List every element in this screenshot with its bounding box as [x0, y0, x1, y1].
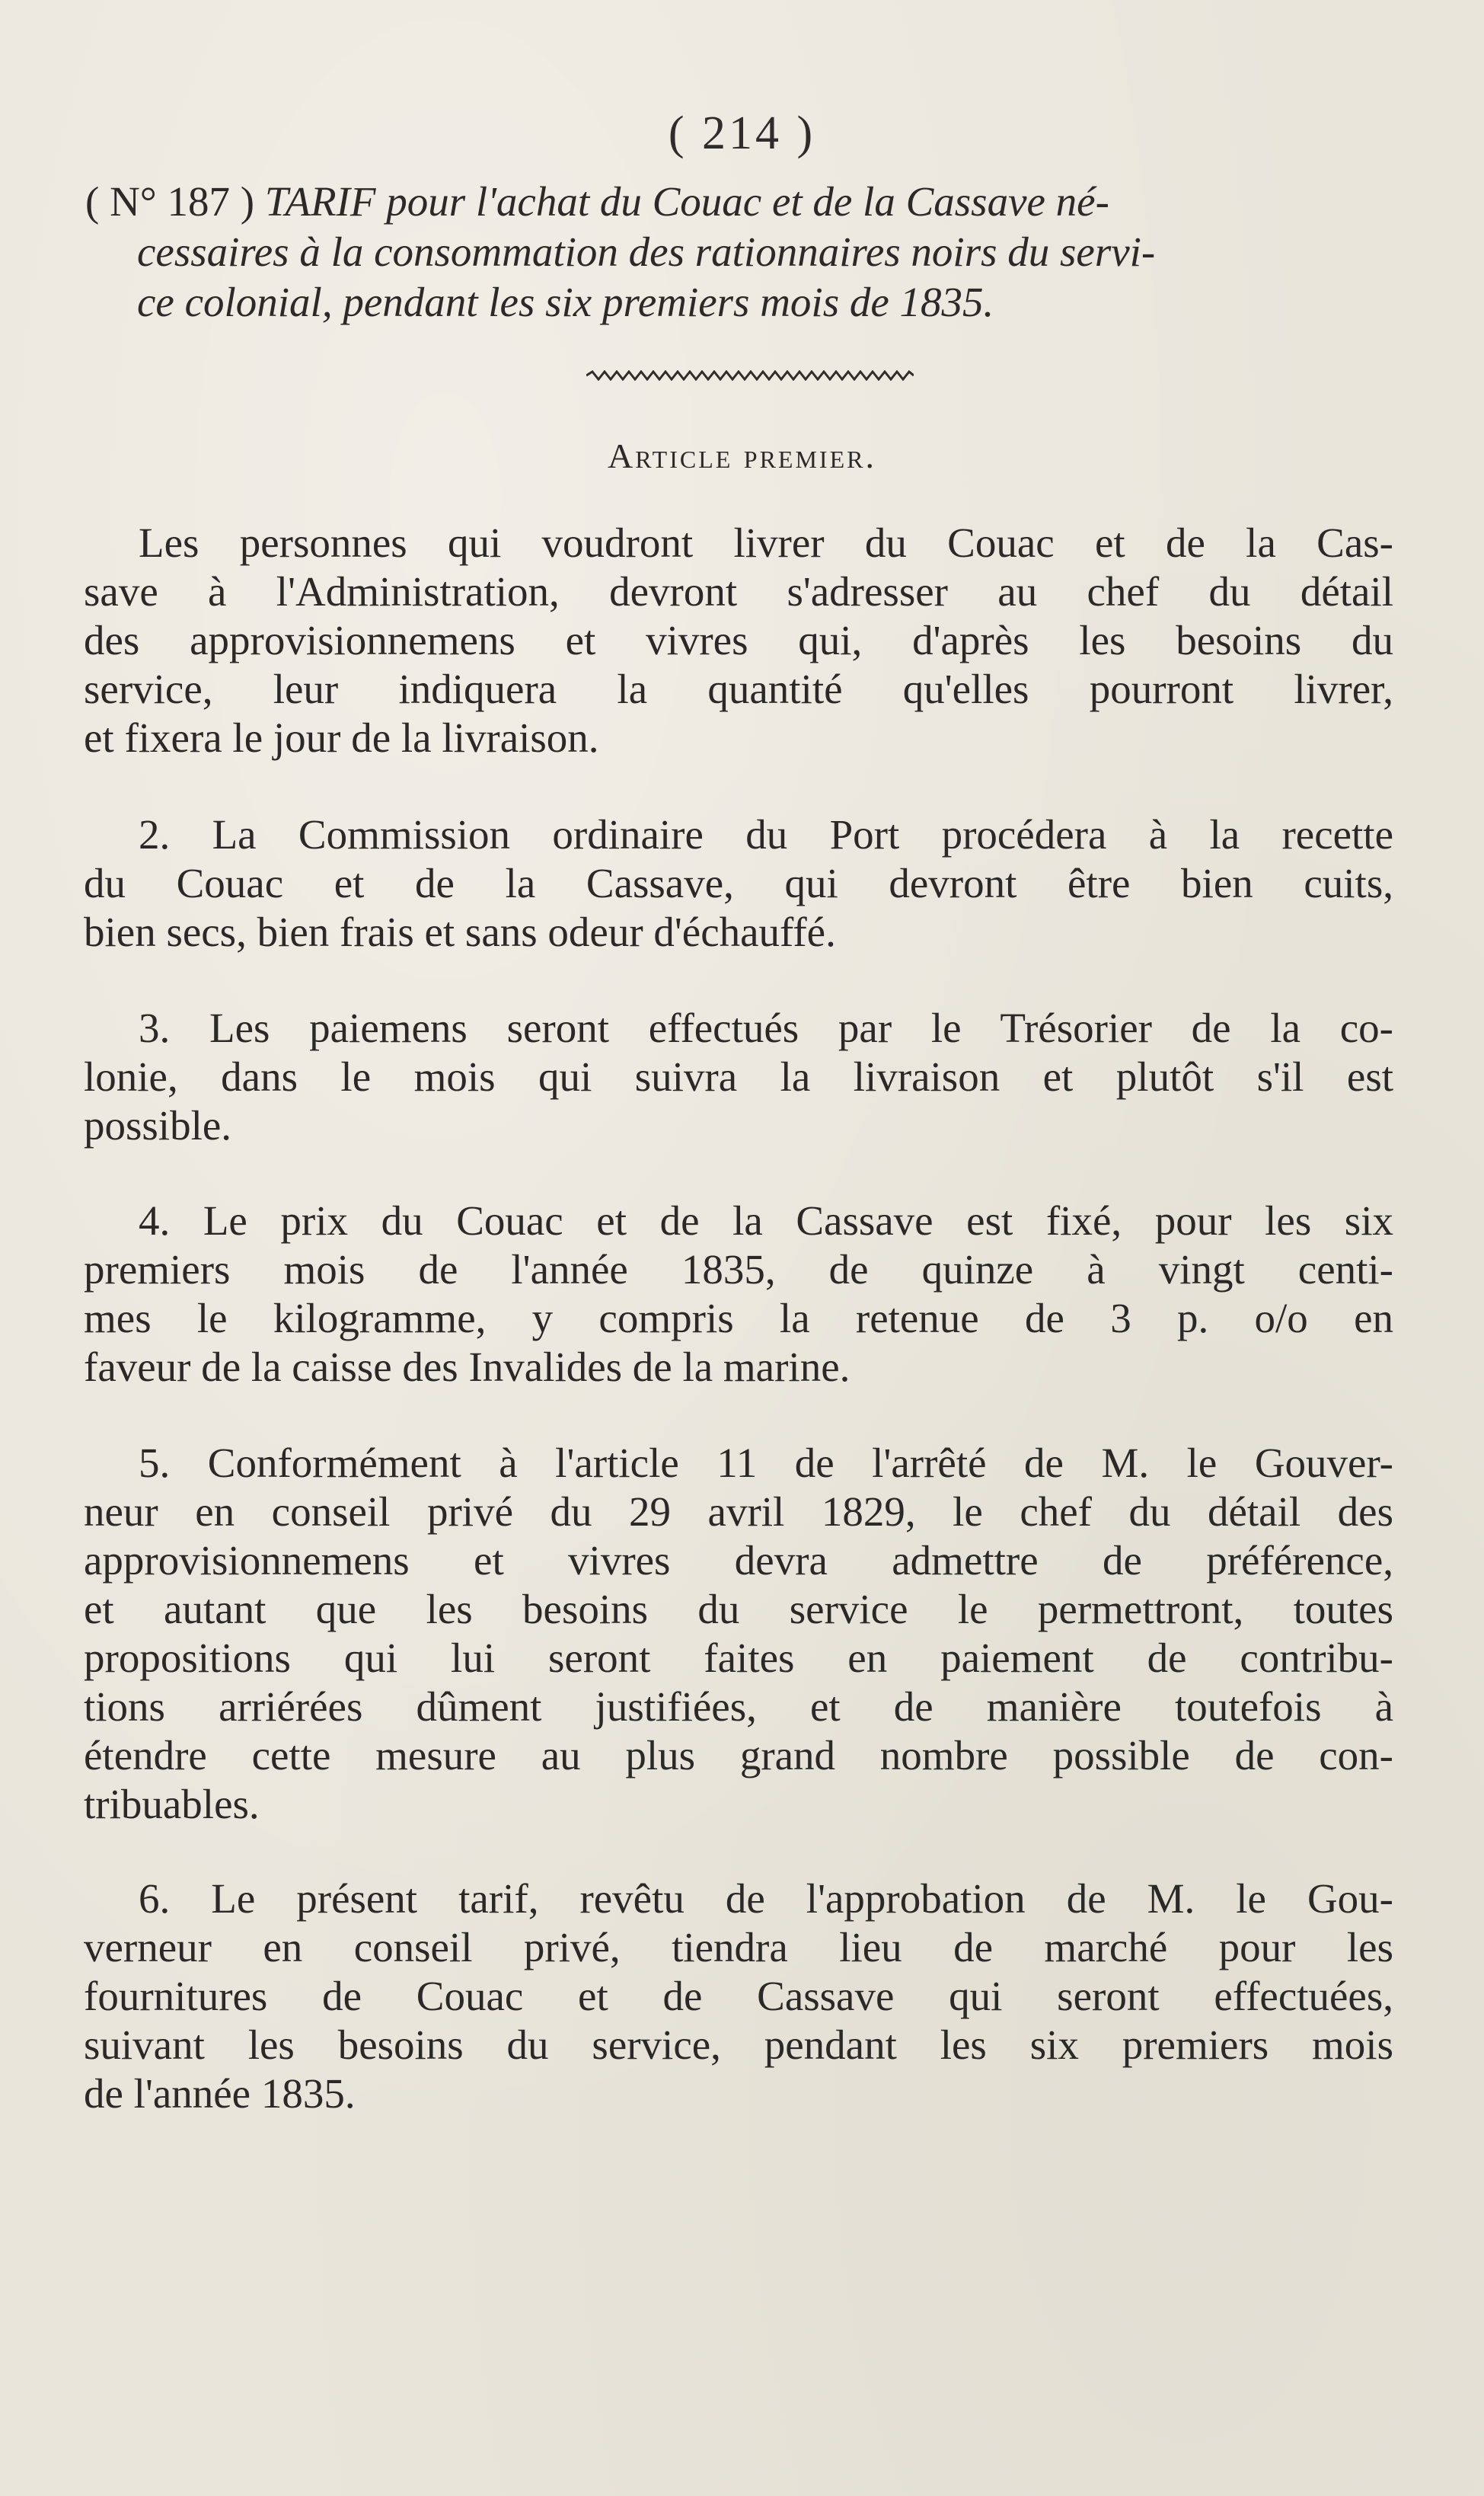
title-line-3: ce colonial, pendant les six premiers mois de 1835. — [137, 279, 994, 325]
paragraph-line: étendre cette mesure au plus grand nombre possible de con- — [84, 1732, 1393, 1779]
paragraph-line: mes le kilogramme, y compris la retenue de 3 p. o/o en — [84, 1295, 1393, 1341]
paragraph-line: 5. Conformément à l'article 11 de l'arrêté de M. le Gouver- — [139, 1440, 1393, 1486]
article-heading: Article premier. — [608, 436, 876, 475]
paragraph-line: bien secs, bien frais et sans odeur d'échauffé. — [84, 909, 836, 955]
paragraph-line: de l'année 1835. — [84, 2070, 356, 2117]
paragraph-line: verneur en conseil privé, tiendra lieu de marché pour les — [84, 1924, 1393, 1970]
paragraph-5 — [84, 1439, 1393, 1829]
paragraph-6 — [84, 1874, 1393, 2118]
paragraph-line: tribuables. — [84, 1781, 260, 1827]
paragraph-line: suivant les besoins du service, pendant les six premiers mois — [84, 2021, 1393, 2068]
paragraph-line: du Couac et de la Cassave, qui devront être bien cuits, — [84, 860, 1393, 906]
paragraph-line: des approvisionnemens et vivres qui, d'après les besoins du — [84, 617, 1393, 663]
paragraph-line: approvisionnemens et vivres devra admettre de préférence, — [84, 1537, 1393, 1584]
paragraph-line: 6. Le présent tarif, revêtu de l'approbation de M. le Gou- — [139, 1875, 1393, 1922]
paragraph-line: et fixera le jour de la livraison. — [84, 714, 599, 761]
paragraph-line: lonie, dans le mois qui suivra la livraison et plutôt s'il est — [84, 1053, 1393, 1100]
ornamental-divider — [586, 370, 914, 381]
paragraph-line: propositions qui lui seront faites en paiement de contribu- — [84, 1635, 1393, 1681]
paragraph-line: 4. Le prix du Couac et de la Cassave est fixé, pour les six — [139, 1197, 1393, 1244]
paragraph-line: neur en conseil privé du 29 avril 1829, le chef du détail des — [84, 1488, 1393, 1535]
paragraph-line: tions arriérées dûment justifiées, et de manière toutefois à — [84, 1683, 1393, 1730]
paragraph-line: fournitures de Couac et de Cassave qui seront effectuées, — [84, 1973, 1393, 2019]
paragraph-line: Les personnes qui voudront livrer du Couac et de la Cas- — [139, 519, 1393, 566]
paragraph-line: et autant que les besoins du service le permettront, toutes — [84, 1586, 1393, 1632]
document-title — [85, 177, 1395, 328]
paragraph-2 — [84, 810, 1393, 957]
title-line-1 — [85, 177, 1395, 227]
paragraph-3 — [84, 1004, 1393, 1150]
paragraph-line: service, leur indiquera la quantité qu'elles pourront livrer, — [84, 666, 1393, 712]
paragraph-line: 3. Les paiemens seront effectués par le Trésorier de la co- — [139, 1005, 1393, 1051]
paragraph-line: faveur de la caisse des Invalides de la marine. — [84, 1344, 851, 1390]
title-text-line-1: TARIF pour l'achat du Couac et de la Cassave né- — [264, 178, 1109, 225]
paragraph-4 — [84, 1197, 1393, 1392]
paragraph-1 — [84, 519, 1393, 762]
paragraph-line: premiers mois de l'année 1835, de quinze à vingt centi- — [84, 1246, 1393, 1293]
paragraph-line: 2. La Commission ordinaire du Port procédera à la recette — [139, 811, 1393, 858]
paragraph-line: save à l'Administration, devront s'adresser au chef du détail — [84, 568, 1393, 615]
title-line-2: cessaires à la consommation des rationnaires noirs du servi- — [137, 229, 1156, 275]
paragraph-line: possible. — [84, 1102, 232, 1149]
page-number: ( 214 ) — [668, 107, 816, 159]
title-reference-number: ( N° 187 ) — [85, 178, 255, 225]
